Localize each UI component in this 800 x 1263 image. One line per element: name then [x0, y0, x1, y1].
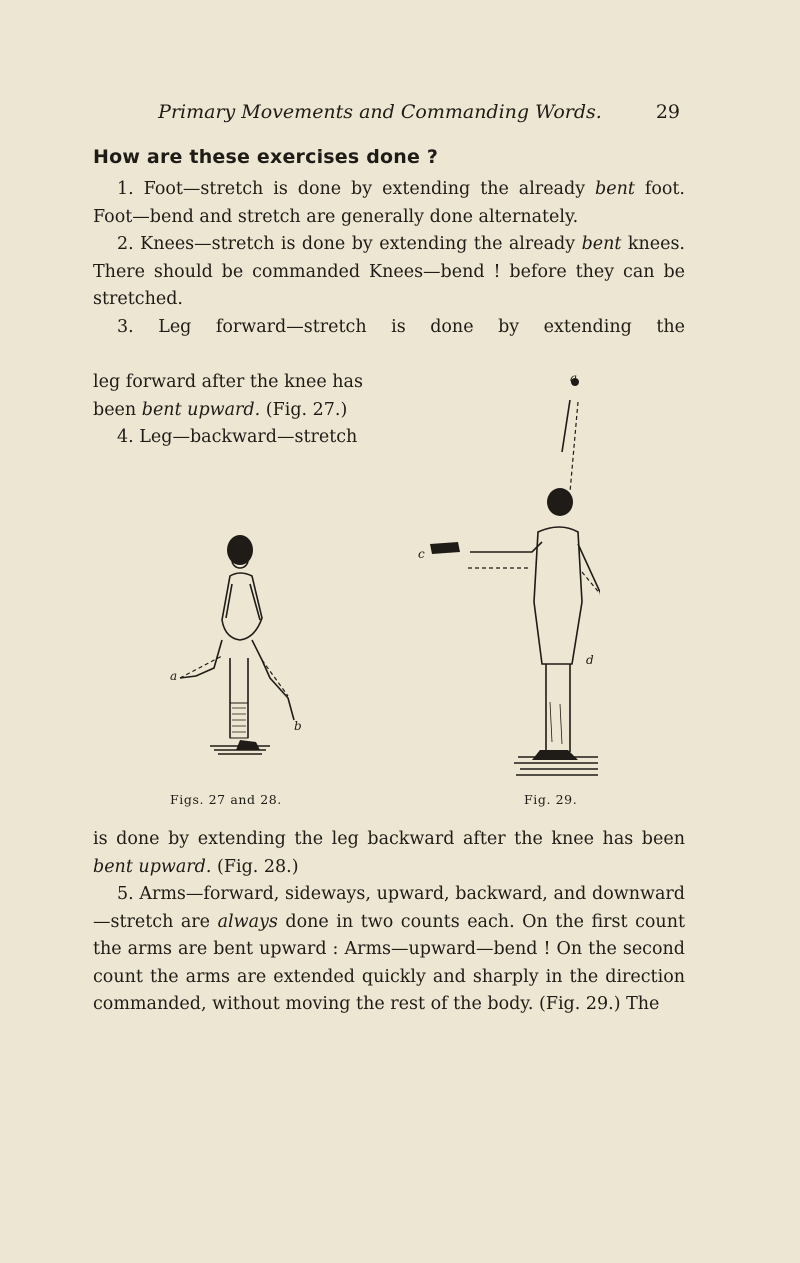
label-d: d: [586, 653, 594, 667]
text-block-top: [93, 176, 685, 341]
caption-fig-29: Fig. 29.: [524, 792, 578, 807]
label-top-a: a: [570, 372, 578, 385]
label-c: c: [418, 547, 425, 561]
paragraph-3-start: 3. Leg forward—stretch is done by extending the: [117, 316, 685, 337]
figure-29-illustration: [410, 372, 600, 792]
paragraph-4-start: 4. Leg—backward—stretch: [117, 427, 358, 447]
text-block-wrapped: [93, 369, 393, 452]
text-block-bottom: [93, 826, 685, 1019]
paragraph-5: 5. Arms—forward, sideways, upward, backward, and downward—stretch are always done in two counts each. On the first count the arms are bent upward : Arms—upward—bend ! On the second count the arms are extended quickly and sharply in the direction commanded, without moving the rest of the body. (Fig. 29.) The: [93, 884, 685, 1014]
label-b: b: [294, 719, 302, 733]
figure-27-28-illustration: [170, 528, 310, 778]
paragraph-1: 1. Foot—stretch is done by extending the already bent foot. Foot—bend and stretch are generally done alternately.: [93, 179, 685, 227]
caption-figs-27-28: Figs. 27 and 28.: [170, 792, 282, 807]
header-title: Primary Movements and Commanding Words.: [158, 101, 602, 123]
label-a: a: [170, 669, 178, 683]
section-heading: How are these exercises done ?: [93, 146, 439, 168]
paragraph-2: 2. Knees—stretch is done by extending the already bent knees. There should be commanded Knees—bend ! before they can be stretched.: [93, 234, 685, 309]
page-number: 29: [655, 101, 680, 123]
paragraph-3-continued: leg forward after the knee has been bent upward. (Fig. 27.): [93, 372, 363, 420]
paragraph-4-continued: is done by extending the leg backward after the knee has been bent upward. (Fig. 28.): [93, 829, 685, 877]
